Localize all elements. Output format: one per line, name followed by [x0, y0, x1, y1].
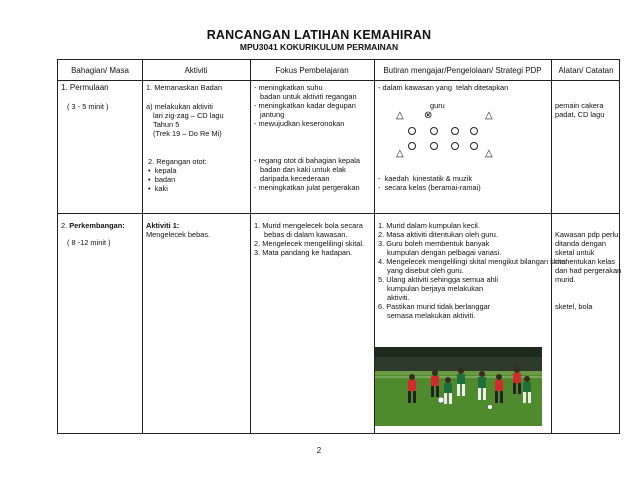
football-photo-svg	[375, 347, 542, 426]
activity-line: (Trek 19 – Do Re Mi)	[153, 129, 222, 138]
method-line: - secara kelas (beramai-ramai)	[378, 183, 481, 192]
teacher-label: guru	[430, 101, 445, 110]
header-fokus: Fokus Pembelajaran	[275, 66, 349, 75]
equipment-line: dan had pergerakan	[555, 266, 622, 275]
focus-line: - meningkatkan suhu	[254, 83, 323, 92]
football-photo	[375, 347, 542, 426]
method-line: 5. Ulang aktiviti sehingga semua ahli	[378, 275, 498, 284]
method-line: aktiviti.	[387, 293, 410, 302]
activity-line: lari zig-zag – CD lagu	[153, 111, 224, 120]
focus-line: - mewujudkan keseronokan	[254, 119, 345, 128]
equipment-line: sketal untuk	[555, 248, 595, 257]
equipment-line: murid.	[555, 275, 576, 284]
header-alatan: Alatan/ Catatan	[558, 66, 614, 75]
focus-line: badan untuk aktiviti regangan	[260, 92, 357, 101]
focus-line: 3. Mata pandang ke hadapan.	[254, 248, 353, 257]
activity-line: Tahun 5	[153, 120, 180, 129]
triangle-icon: △	[485, 110, 493, 121]
equipment-line: sketel, bola	[555, 302, 593, 311]
page-number: 2	[316, 446, 322, 455]
focus-line: bebas di dalam kawasan.	[264, 230, 348, 239]
student-circle-icon	[470, 142, 478, 150]
triangle-icon: △	[396, 148, 404, 159]
time-perkembangan: ( 8 -12 minit )	[67, 238, 111, 247]
method-line: 6. Pastikan murid tidak berlanggar	[378, 302, 491, 311]
focus-line: jantung	[260, 110, 285, 119]
student-circle-icon	[451, 127, 459, 135]
focus-line: 2. Mengelecek mengelilingi skital.	[254, 239, 365, 248]
triangle-icon: △	[396, 110, 404, 121]
activity-warmup: 1. Memanaskan Badan	[146, 83, 223, 92]
bullet-item: • kepala	[148, 166, 177, 175]
equipment-line: padat, CD lagu	[555, 110, 605, 119]
activity-title: Aktiviti 1:	[146, 221, 180, 230]
student-circle-icon	[451, 142, 459, 150]
focus-line: daripada kecederaan	[260, 174, 330, 183]
equipment-line: ditanda dengan	[555, 239, 606, 248]
method-line: 3. Guru boleh membentuk banyak	[378, 239, 490, 248]
student-circle-icon	[430, 142, 438, 150]
activity-stretching: 2. Regangan otot:	[148, 157, 207, 166]
method-line: - kaedah kinestatik & muzik	[378, 174, 473, 183]
activity-description: Mengelecek bebas.	[146, 230, 211, 239]
document-subtitle: MPU3041 KOKURIKULUM PERMAINAN	[239, 42, 399, 52]
focus-line: - meningkatkan julat pergerakan	[254, 183, 360, 192]
method-line: 1. Murid dalam kumpulan kecil.	[378, 221, 480, 230]
bullet-item: • kaki	[148, 184, 168, 193]
method-line: - dalam kawasan yang telah ditetapkan	[378, 83, 509, 92]
section-permulaan: 1. Permulaan	[61, 83, 109, 92]
document-title: RANCANGAN LATIHAN KEMAHIRAN	[206, 28, 432, 42]
method-line: kumpulan dengan pelbagai variasi.	[387, 248, 502, 257]
section-perkembangan: 2. Perkembangan:	[61, 221, 125, 230]
header-bahagian: Bahagian/ Masa	[71, 66, 129, 75]
student-circle-icon	[470, 127, 478, 135]
activity-line: a) melakukan aktiviti	[146, 102, 213, 111]
header-butiran: Butiran mengajar/Pengelolaan/ Strategi PDP	[383, 66, 542, 75]
student-circle-icon	[408, 127, 416, 135]
student-circle-icon	[430, 127, 438, 135]
triangle-icon: △	[485, 148, 493, 159]
column-divider	[250, 60, 251, 433]
equipment-line: pemain cakera	[555, 101, 604, 110]
row-divider	[58, 213, 619, 214]
method-line: 4. Mengelecek mengelilingi skital mengikut bilangan skital	[378, 257, 567, 266]
header-aktiviti: Aktiviti	[184, 66, 208, 75]
method-line: yang disebut oleh guru.	[387, 266, 464, 275]
method-line: 2. Masa aktiviti ditentukan oleh guru.	[378, 230, 498, 239]
student-circle-icon	[408, 142, 416, 150]
column-divider	[142, 60, 143, 433]
focus-line: 1. Murid mengelecek bola secara	[254, 221, 363, 230]
focus-line: badan dan kaki untuk elak	[260, 165, 346, 174]
column-divider	[551, 60, 552, 433]
method-line: kumpulan berjaya melakukan	[387, 284, 484, 293]
bullet-item: • badan	[148, 175, 176, 184]
teacher-symbol-icon: ⊗	[424, 110, 433, 121]
method-line: semasa melakukan aktiviti.	[387, 311, 476, 320]
row-divider	[58, 80, 619, 81]
focus-line: - meningkatkan kadar degupan	[254, 101, 356, 110]
time-permulaan: ( 3 - 5 minit )	[67, 102, 109, 111]
equipment-line: Kawasan pdp perlu	[555, 230, 619, 239]
focus-line: - regang otot di bahagian kepala	[254, 156, 361, 165]
equipment-line: menentukan kelas	[555, 257, 615, 266]
